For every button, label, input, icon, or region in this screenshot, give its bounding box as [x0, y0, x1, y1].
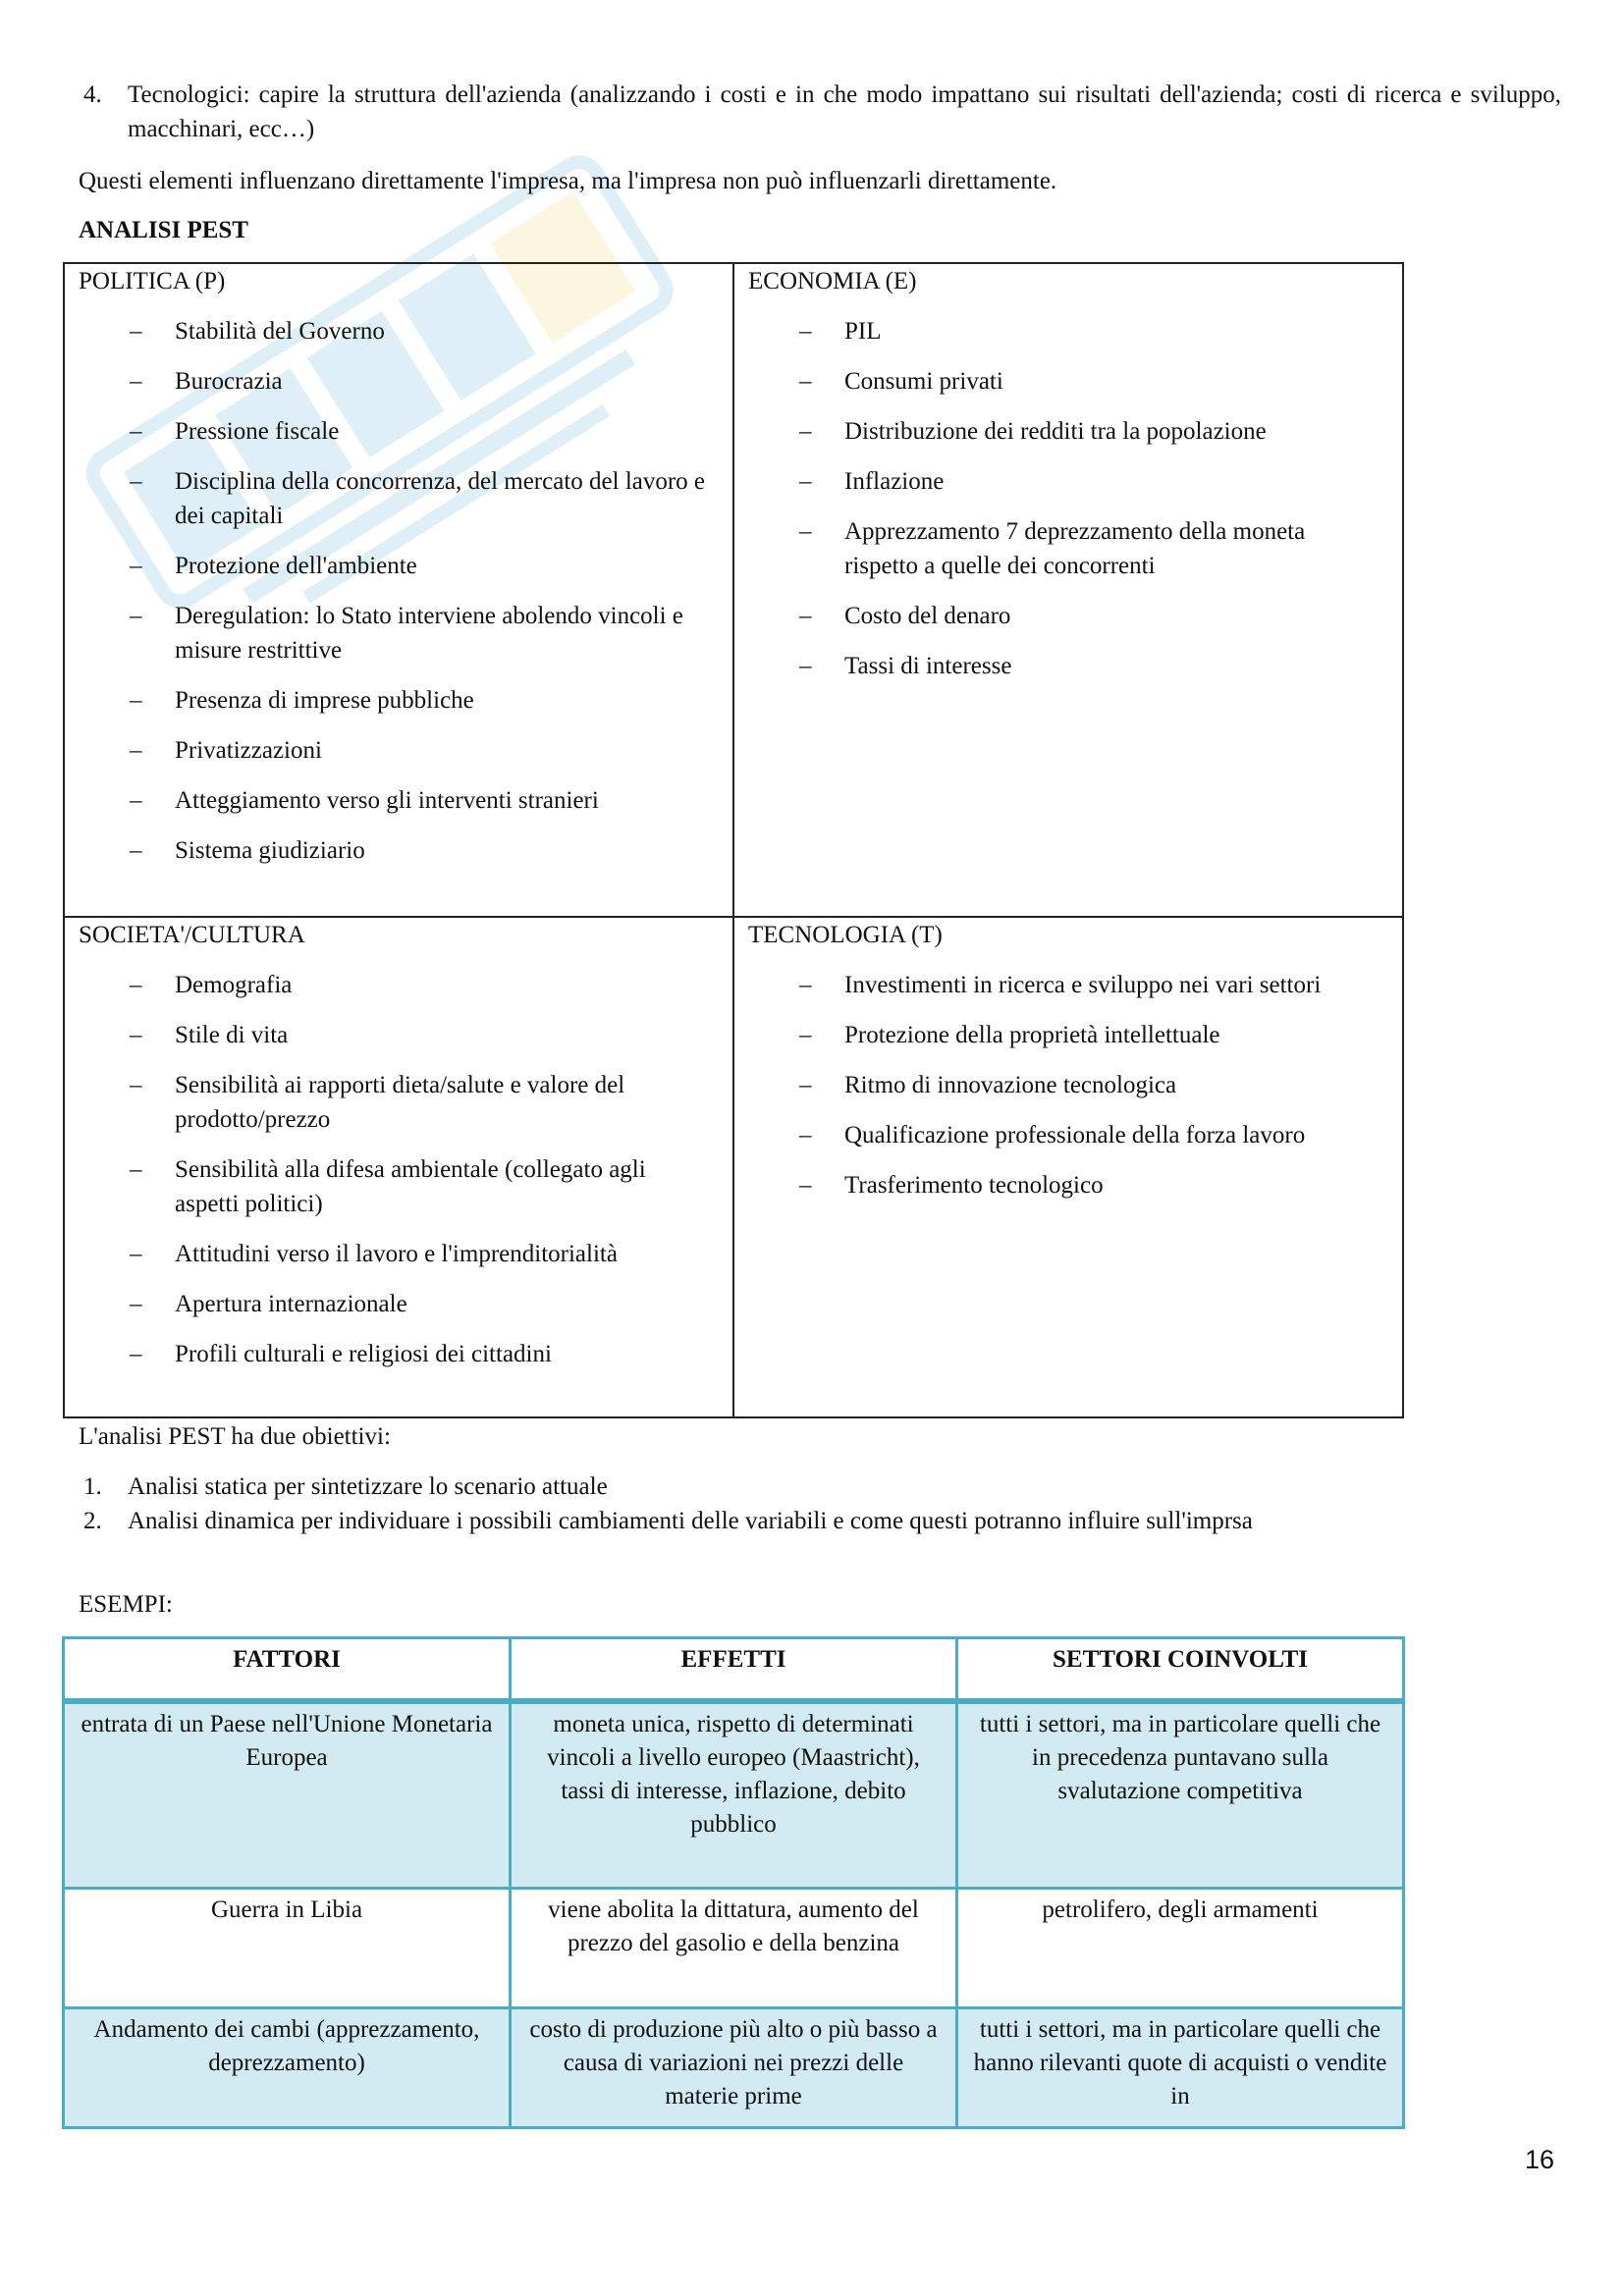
pest-title-politica: POLITICA (P): [79, 268, 226, 294]
table-cell: petrolifero, degli armamenti: [957, 1888, 1404, 2007]
table-cell: Andamento dei cambi (apprezzamento, deprezzamento): [64, 2007, 511, 2127]
pest-title-economia: ECONOMIA (E): [748, 268, 917, 294]
list-item: – Qualificazione professionale della forza lavoro: [799, 1122, 1306, 1148]
table-cell: tutti i settori, ma in particolare quelli che hanno rilevanti quote di acquisti o vendite in: [957, 2007, 1404, 2127]
list-number: 2.: [83, 1508, 102, 1534]
list-item: – Consumi privati: [799, 368, 1003, 395]
pest-list-tecnologia: [734, 968, 1402, 1202]
examples-table: [62, 1636, 1405, 2129]
list-item: – Atteggiamento verso gli interventi stranieri: [130, 787, 599, 814]
list-item: – Demografia: [130, 972, 293, 998]
pest-table: [63, 262, 1404, 1418]
pest-list-economia: [734, 314, 1402, 683]
table-row: [64, 1888, 1404, 2007]
list-item: – PIL: [799, 318, 882, 345]
table-cell: costo di produzione più alto o più basso a causa di variazioni nei prezzi delle materie prime: [511, 2007, 957, 2127]
list-number: 4.: [83, 81, 102, 108]
list-item: – Distribuzione dei redditi tra la popolazione: [799, 418, 1267, 445]
list-item: – Burocrazia: [130, 368, 283, 395]
list-text: Analisi dinamica per individuare i possibili cambiamenti delle variabili e come questi potranno influire sull'imprsa: [128, 1508, 1253, 1534]
page-number: 16: [1525, 2145, 1555, 2174]
list-item: – Apertura internazionale: [130, 1291, 407, 1317]
list-text: Tecnologici: capire la struttura dell'azienda (analizzando i costi e in che modo impattano sui risultati dell'azienda; costi di ricerca e sviluppo, macchinari, ecc…): [128, 81, 1561, 142]
list-item: – Pressione fiscale: [130, 418, 340, 445]
list-item: – Stabilità del Governo: [130, 318, 385, 345]
pest-cell-societa: [64, 917, 733, 1417]
pest-objectives-intro: L'analisi PEST ha due obiettivi:: [79, 1423, 391, 1450]
list-item: – Profili culturali e religiosi dei cittadini: [130, 1341, 552, 1367]
pest-title-societa: SOCIETA'/CULTURA: [79, 922, 305, 948]
table-cell: entrata di un Paese nell'Unione Monetaria Europea: [64, 1701, 511, 1888]
list-item: – Tassi di interesse: [799, 653, 1012, 679]
table-cell: Guerra in Libia: [64, 1888, 511, 2007]
list-item: – Sensibilità alla difesa ambientale (collegato agli aspetti politici): [130, 1156, 646, 1217]
list-item: – Investimenti in ricerca e sviluppo nei vari settori: [799, 972, 1322, 998]
pest-cell-tecnologia: [733, 917, 1403, 1417]
pest-list-politica: [65, 314, 732, 868]
list-item: – Deregulation: lo Stato interviene abolendo vincoli e misure restrittive: [130, 603, 683, 664]
objective-item: [83, 1469, 1561, 1504]
column-header: FATTORI: [64, 1638, 511, 1702]
list-item: – Apprezzamento 7 deprezzamento della moneta rispetto a quelle dei concorrenti: [799, 518, 1306, 579]
table-cell: tutti i settori, ma in particolare quelli che in precedenza puntavano sulla svalutazione competitiva: [957, 1701, 1404, 1888]
intro-list-item: [83, 78, 1561, 146]
examples-heading: ESEMPI:: [79, 1591, 173, 1618]
table-header-row: [64, 1638, 1404, 1702]
list-item: – Trasferimento tecnologico: [799, 1172, 1104, 1199]
table-row: [64, 1701, 1404, 1888]
list-item: – Protezione dell'ambiente: [130, 553, 417, 579]
list-item: – Presenza di imprese pubbliche: [130, 687, 474, 714]
pest-title-tecnologia: TECNOLOGIA (T): [748, 922, 943, 948]
list-item: – Ritmo di innovazione tecnologica: [799, 1072, 1177, 1098]
list-item: – Inflazione: [799, 468, 945, 495]
pest-cell-economia: [733, 263, 1403, 917]
table-cell: viene abolita la dittatura, aumento del prezzo del gasolio e della benzina: [511, 1888, 957, 2007]
table-cell: moneta unica, rispetto di determinati vincoli a livello europeo (Maastricht), tassi di interesse, inflazione, debito pubblico: [511, 1701, 957, 1888]
list-item: – Disciplina della concorrenza, del mercato del lavoro e dei capitali: [130, 468, 706, 529]
table-row: [64, 2007, 1404, 2127]
list-item: – Protezione della proprietà intellettuale: [799, 1022, 1220, 1048]
pest-heading: ANALISI PEST: [79, 217, 248, 243]
list-text: Analisi statica per sintetizzare lo scenario attuale: [128, 1473, 608, 1500]
column-header: EFFETTI: [511, 1638, 957, 1702]
list-number: 1.: [83, 1473, 102, 1500]
list-item: – Sistema giudiziario: [130, 837, 365, 864]
column-header: SETTORI COINVOLTI: [957, 1638, 1404, 1702]
pest-list-societa: [65, 968, 732, 1371]
list-item: – Costo del denaro: [799, 603, 1011, 629]
pest-cell-politica: [64, 263, 733, 917]
list-item: – Attitudini verso il lavoro e l'imprenditorialità: [130, 1241, 618, 1267]
objective-item: [83, 1504, 1561, 1538]
list-item: – Sensibilità ai rapporti dieta/salute e valore del prodotto/prezzo: [130, 1072, 625, 1133]
intro-paragraph: Questi elementi influenzano direttamente l'impresa, ma l'impresa non può influenzarli direttamente.: [79, 168, 1057, 194]
list-item: – Privatizzazioni: [130, 737, 322, 764]
list-item: – Stile di vita: [130, 1022, 289, 1048]
